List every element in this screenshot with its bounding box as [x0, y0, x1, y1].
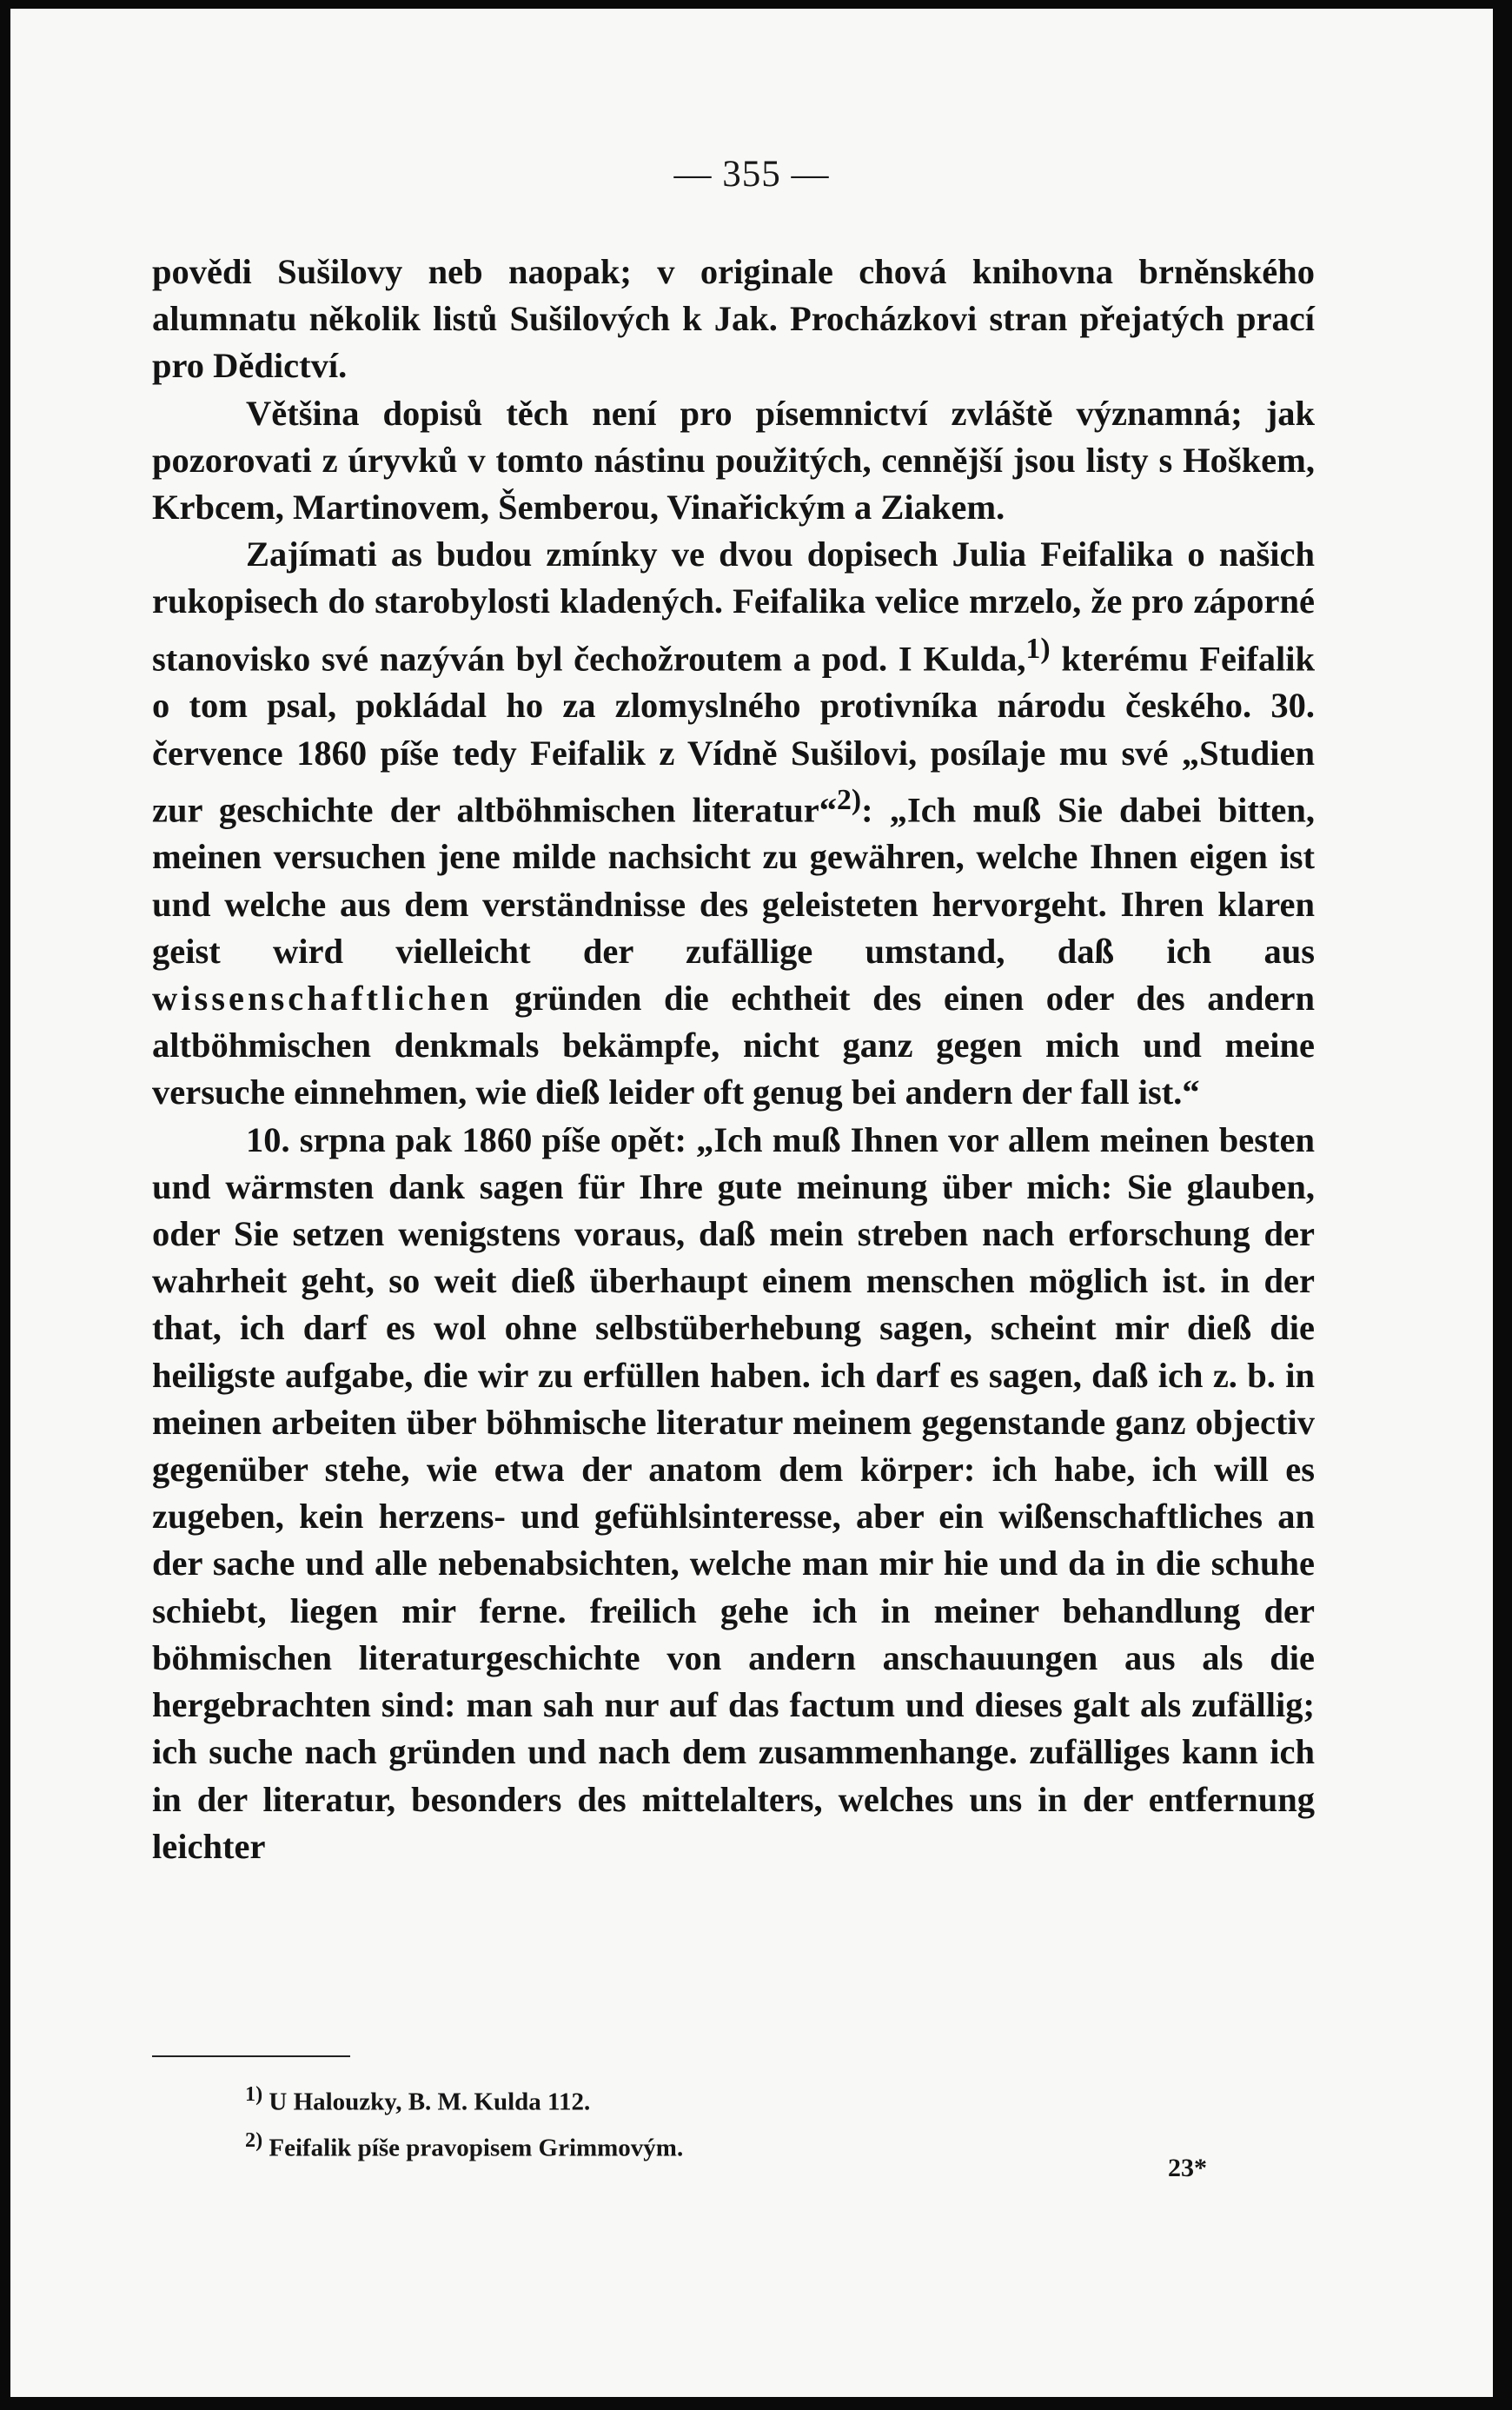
paragraph-3-part-3: : „Ich muß Sie dabei bitten, meinen versuchen jene milde nachsicht zu gewähren, welche Ihnen eigen ist und welche aus dem verständnisse des geleisteten hervorgeht. Ihren klaren geist wird vielleicht der zufällige umstand, daß ich aus: [152, 790, 1315, 971]
footnote-2-text: Feifalik píše pravopisem Grimmovým.: [262, 2134, 684, 2162]
paragraph-3: [152, 531, 1315, 1116]
footnotes: [245, 2075, 1201, 2167]
paragraph-3-part-1: Zajímati as budou zmínky ve dvou dopisech Julia Feifalika o našich rukopisech do starobylosti kladených. Feifalika velice mrzelo, že pro záporné stanovisko své nazýván byl čechožroutem a pod. I Kulda,: [152, 534, 1315, 679]
paragraph-1: povědi Sušilovy neb naopak; v originale chová knihovna brněnského alumnatu několik listů Sušilových k Jak. Procházkovi stran přejatých prací pro Dědictví.: [152, 252, 1315, 386]
paragraph-3-part-2: kterému Feifalik o tom psal, pokládal ho za zlomyslného protivníka národu českého. 30. července 1860 píše tedy Feifalik z Vídně Sušilovi, posílaje mu své „Studien zur geschichte der altböhmischen literatur“: [152, 639, 1316, 830]
footnote-2-mark: 2): [245, 2128, 263, 2152]
paragraph-3-part-4: gründen die echtheit des einen oder des andern altböhmischen denkmals bekämpfe, nicht ganz gegen mich und meine versuche einnehmen, wie dieß leider oft genug bei andern der fall ist.“: [152, 979, 1315, 1112]
document-page: [10, 9, 1493, 2397]
footnote-1-mark: 1): [245, 2082, 263, 2106]
body-text: [152, 249, 1315, 1870]
footnote-ref-1: 1): [1025, 632, 1051, 665]
footnote-1-text: U Halouzky, B. M. Kulda 112.: [262, 2088, 591, 2116]
page-number: — 355 —: [673, 154, 830, 195]
paragraph-2: Většina dopisů těch není pro písemnictví zvláště významná; jak pozorovati z úryvků v tomto nástinu použitých, cennější jsou listy s Hoškem, Krbcem, Martinovem, Šemberou, Vinařickým a Ziakem.: [152, 393, 1315, 528]
footnote-1: [245, 2075, 1201, 2121]
footnote-ref-2: 2): [837, 783, 862, 816]
footnote-separator: [152, 2055, 350, 2057]
paragraph-4: 10. srpna pak 1860 píše opět: „Ich muß Ihnen vor allem meinen besten und wärmsten dank sagen für Ihre gute meinung über mich: Sie glauben, oder Sie setzen wenigstens voraus, daß mein streben nach erforschung der wahrheit geht, so weit dieß überhaupt einem menschen möglich ist. in der that, ich darf es wol ohne selbstüberhebung sagen, scheint mir dieß die heiligste aufgabe, die wir zu erfüllen haben. ich darf es sagen, daß ich z. b. in meinen arbeiten über böhmische literatur meinem gegenstande ganz objectiv gegenüber stehe, wie etwa der anatom dem körper: ich habe, ich will es zugeben, kein herzens- und gefühlsinteresse, aber ein wißenschaftliches an der sache und alle nebenabsichten, welche man mir hie und da in die schuhe schiebt, liegen mir ferne. freilich gehe ich in meiner behandlung der böhmischen literaturgeschichte von andern anschauungen aus als die hergebrachten sind: man sah nur auf das factum und dieses galt als zufällig; ich suche nach gründen und nach dem zusammenhange. zufälliges kann ich in der literatur, besonders des mittelalters, welches uns in der entfernung leichter: [152, 1119, 1315, 1866]
footnote-2: [245, 2121, 1201, 2168]
sheet-signature: 23*: [1168, 2154, 1207, 2182]
spaced-emphasis: wissenschaftlichen: [152, 979, 493, 1019]
